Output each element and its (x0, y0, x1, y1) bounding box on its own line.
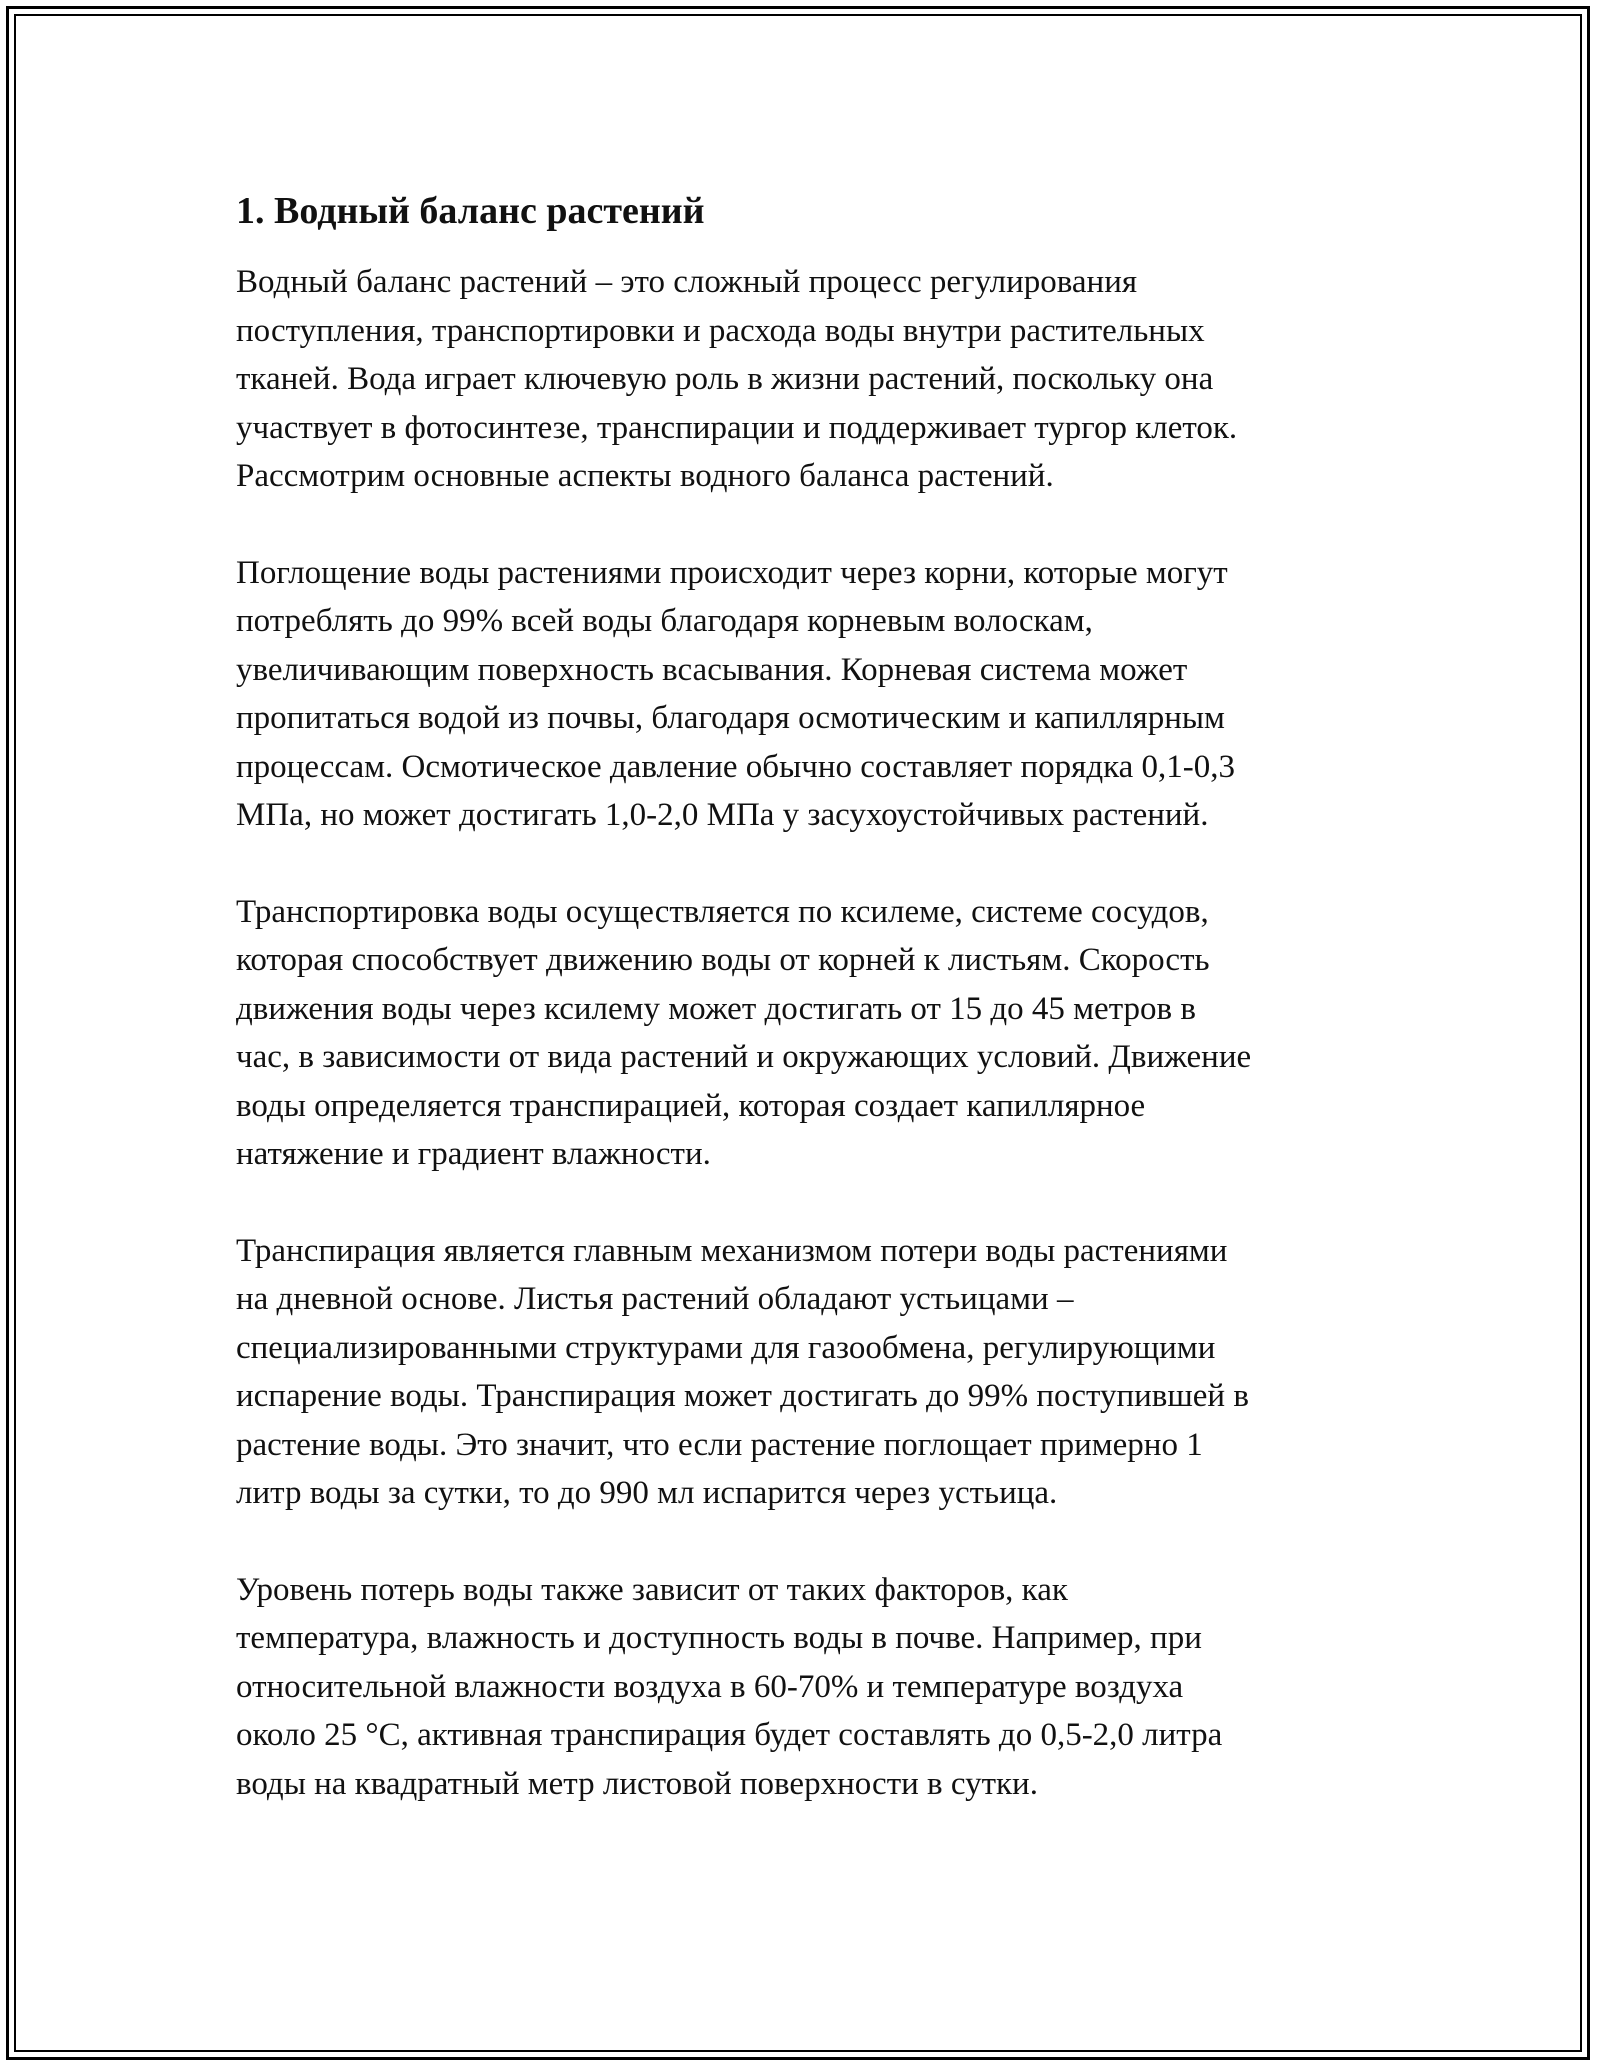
paragraph-transpiration: Транспирация является главным механизмом потери воды растениями на дневной основе. Листья растений обладают устьицами – специализированными структурами для газообмена, регулирующими испарение воды. Транспирация может достигать до 99% поступившей в растение воды. Это значит, что если растение поглощает примерно 1 литр воды за сутки, то до 990 мл испарится через устьица. (236, 1232, 1249, 1511)
paragraph-water-absorption: Поглощение воды растениями происходит через корни, которые могут потреблять до 99% всей воды благодаря корневым волоскам, увеличивающим поверхность всасывания. Корневая система может пропитаться водой из почвы, благодаря осмотическим и капиллярным процессам. Осмотическое давление обычно составляет порядка 0,1-0,3 МПа, но может достигать 1,0-2,0 МПа у засухоустойчивых растений. (236, 554, 1236, 833)
paragraph-water-transport: Транспортировка воды осуществляется по ксилеме, системе сосудов, которая способствует движению воды от корней к листьям. Скорость движения воды через ксилему может достигать от 15 до 45 метров в час, в зависимости от вида растений и окружающих условий. Движение воды определяется транспирацией, которая создает капиллярное натяжение и градиент влажности. (236, 893, 1252, 1172)
section-title: 1. Водный баланс растений (236, 190, 705, 232)
paragraph-water-loss-factors: Уровень потерь воды также зависит от таких факторов, как температура, влажность и доступность воды в почве. Например, при относительной влажности воздуха в 60-70% и температуре воздуха около 25 °C, активная транспирация будет составлять до 0,5-2,0 литра воды на квадратный метр листовой поверхности в сутки. (236, 1571, 1223, 1802)
document-body (236, 186, 1386, 1856)
paragraph-water-balance-intro: Водный баланс растений – это сложный процесс регулирования поступления, транспортировки и расхода воды внутри растительных тканей. Вода играет ключевую роль в жизни растений, поскольку она участвует в фотосинтезе, транспирации и поддерживает тургор клеток. Рассмотрим основные аспекты водного баланса растений. (236, 264, 1238, 494)
